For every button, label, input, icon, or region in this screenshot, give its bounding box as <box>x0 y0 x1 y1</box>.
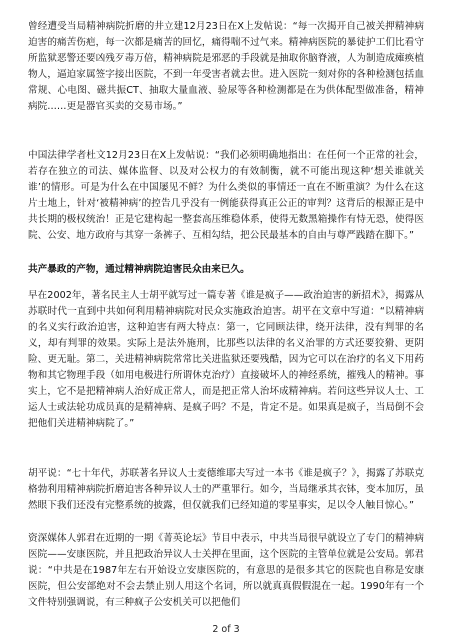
paragraph-hu-ping-quote: 胡平说：“七十年代，苏联著名异议人士麦德维耶夫写过一本书《谁是疯子？》，揭露了苏联克格勃利用精神病院折磨迫害各种异议人士的严重罪行。如今，当局继承其衣钵，变本加厉，虽然眼下我们还没有完整系统的披露，但仅就我们已经知道的零星事实，足以令人触目惊心。” <box>28 468 424 511</box>
paragraph-hu-ping-essay: 早在2002年，著名民主人士胡平就写过一篇专著《谁是疯子——政治迫害的新招术》，揭露从苏联时代一直到中共如何利用精神病院对民众实施政治迫害。胡平在文章中写道：“以精神病的名义实行政治迫害，这种迫害有两大特点：第一，它同顾法律，绕开法律，没有判罪的名义，却有判罪的效果。实际上是法外施刑，比那些以法律的名义治罪的方式还要狡猾、更阴险、更无耻。第二，关进精神病院常常比关进监狱还要残酷，因为它可以在治疗的名义下用药物和其它物理手段（如用电极进行所谓休克治疗）直接破坏人的神经系统，摧残人的精神。事实上，它不是把精神病人治好成正常人，而是把正常人治坏成精神病。若问这些异议人士、工运人士或法轮功成员真的是精神病、是疯子吗？不是，肯定不是。如果真是疯子，当局倒不会把他们关进精神病院了。” <box>28 290 424 429</box>
section-heading: 共产暴政的产物，通过精神病院迫害民众由来已久。 <box>28 264 250 275</box>
paragraph-du-wen-quote: 中国法律学者杜文12月23日在X上发帖说：“我们必须明确地指出：在任何一个正常的社会，若存在独立的司法、媒体监督、以及对公权力的有效制衡，就不可能出现这种‘想关谁就关谁’的情形。可是为什么在中国屡见不鲜？为什么类似的事情还一直在不断重演？为什么在这片土地上，针对‘被精神病’的控告几乎没有一例能获得真正公正的审判？这背后的根源正是中共长期的极权统治！正是它建构起一整套高压维稳体系，使得无数黑箱操作有恃无恐，使得医院、公安、地方政府与其穿一条裤子、互相勾结，把公民最基本的自由与尊严践踏在脚下。” <box>28 150 424 241</box>
page-number: 2 of 3 <box>212 624 240 635</box>
paragraph-guo-jun-quote: 资深媒体人郭君在近期的一期《菁英论坛》节目中表示，中共当局很早就设立了专门的精神病医院——安康医院，并且把政治异议人士关押在里面，这个医院的主管单位就是公安局。郭君说：“中共是在1987年左右开始设立安康医院的，有意思的是很多其它的医院也自称是安康医院，但公安部绝对不会去禁止别人用这个名词，所以就真真假假混在一起。1990年有一个文件特别强调说，有三种疯子公安机关可以把他们 <box>28 533 424 608</box>
paragraph-jing-lijian-quote: 曾经遭受当局精神病院折磨的井立建12月23日在X上发帖说：“每一次揭开自己被关押精神病迫害的痛苦伤疤，每一次都是痛苦的回忆，痛得喘不过气来。精神病医院的暴徒护工们比看守所监狱恶警还要凶残歹毒万倍，精神病院是邪恶的手段就是抽取你脑脊液，人为制造成瘫痪植物人，逼迫家属签字接出医院，不到一年受害者就去世。进入医院一刻对你的各种检测包括血常规、心电图、磁共振CT、抽取大量血液、验尿等各种检测都是在为供体配型做准备，精神病院……更是器官买卖的交易市场。” <box>28 21 424 112</box>
